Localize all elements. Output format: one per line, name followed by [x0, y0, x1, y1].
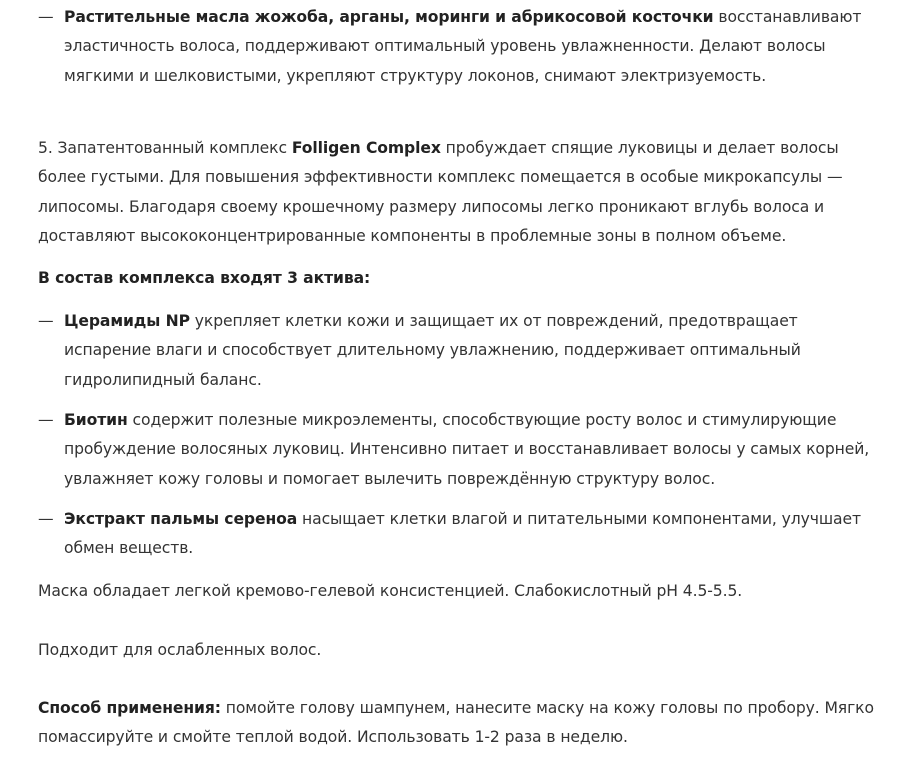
dash-marker: — [38, 8, 54, 26]
list-item-body [64, 505, 878, 564]
ingredient-description: укрепляет клетки кожи и защищает их от повреждений, предотвращает испарение влаги и способствует длительному увлажнению, поддерживает оптимальный гидролипидный баланс. [64, 312, 801, 389]
paragraph-folligen [38, 134, 878, 252]
paragraph-text: пробуждает спящие луковицы и делает волосы более густыми. Для повышения эффективности комплекс помещается в особые микрокапсулы — липосомы. Благодаря своему крошечному размеру липосомы легко проникают вглубь волоса и доставляют высококонцентрированные компоненты в проблемные зоны в полном объеме. [38, 139, 843, 246]
paragraph-prefix: 5. Запатентованный комплекс [38, 139, 292, 157]
ingredient-description: насыщает клетки влагой и питательными компонентами, улучшает обмен веществ. [64, 510, 861, 558]
list-item-body [64, 3, 878, 91]
complex-name: Folligen Complex [291, 139, 441, 157]
ingredient-description: восстанавливают эластичность волоса, поддерживают оптимальный уровень увлажненности. Делают волосы мягкими и шелковистыми, укрепляют структуру локонов, снимают электризуемость. [64, 8, 862, 85]
texture-paragraph: Маска обладает легкой кремово-гелевой консистенцией. Слабокислотный pH 4.5-5.5. [38, 582, 743, 600]
list-item-oils [38, 3, 878, 91]
list-item-biotin [38, 406, 878, 494]
ingredient-name: Экстракт пальмы сереноа [64, 510, 298, 528]
list-item-body [64, 406, 878, 494]
list-item-ceramides [38, 307, 878, 395]
usage-label: Способ применения: [38, 699, 221, 717]
list-item-serenoa [38, 505, 878, 564]
ingredient-name: Растительные масла жожоба, арганы, моринги и абрикосовой косточки [64, 8, 714, 26]
dash-marker: — [38, 510, 54, 528]
ingredient-name: Биотин [64, 411, 128, 429]
ingredient-description: содержит полезные микроэлементы, способствующие росту волос и стимулирующие пробуждение волосяных луковиц. Интенсивно питает и восстанавливает волосы у самых корней, увлажняет кожу головы и помогает вылечить повреждённую структуру волос. [64, 411, 870, 488]
usage-text: помойте голову шампунем, нанесите маску на кожу головы по пробору. Мягко помассируйте и смойте теплой водой. Использовать 1-2 раза в неделю. [38, 699, 874, 747]
dash-marker: — [38, 312, 54, 330]
ingredient-name: Церамиды NP [64, 312, 190, 330]
dash-marker: — [38, 411, 54, 429]
actives-heading: В состав комплекса входят 3 актива: [38, 269, 371, 287]
suitable-paragraph: Подходит для ослабленных волос. [38, 641, 322, 659]
usage-paragraph [38, 694, 878, 753]
list-item-body [64, 307, 878, 395]
